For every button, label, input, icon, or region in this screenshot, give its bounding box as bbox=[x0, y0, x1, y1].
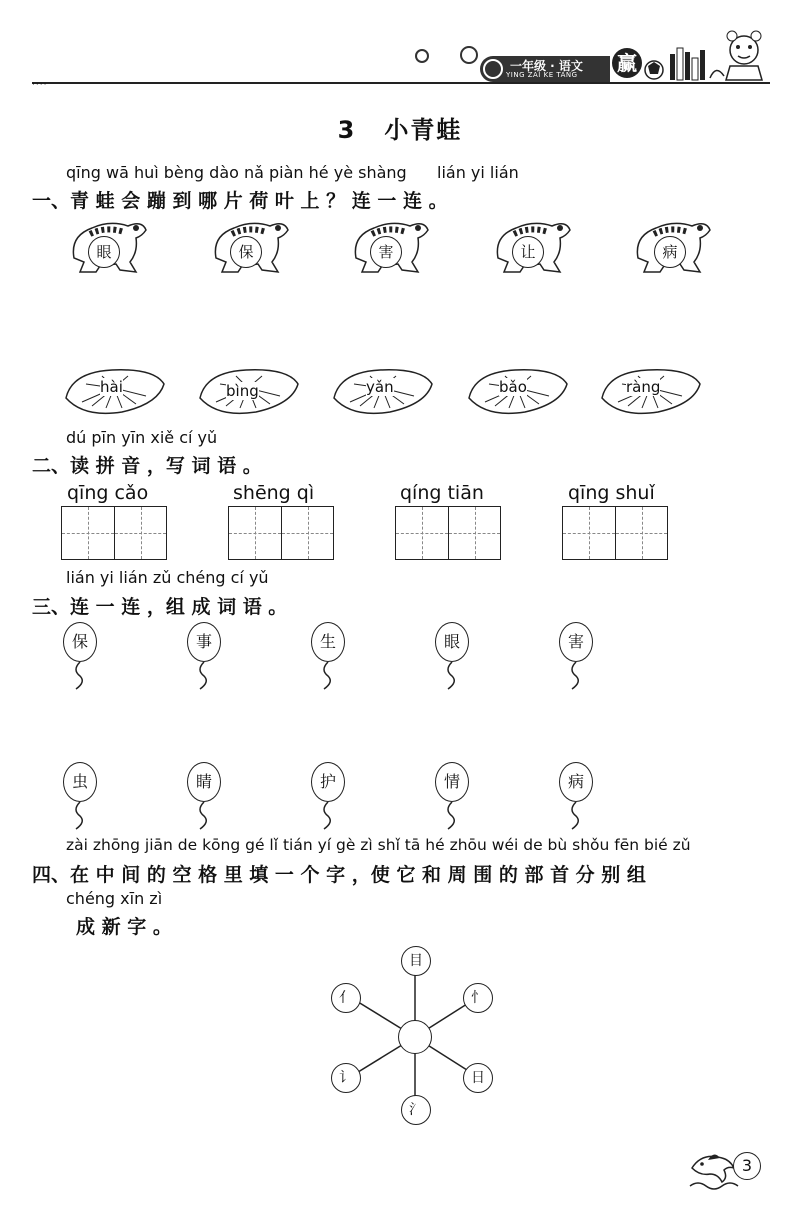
header-decor-circle bbox=[415, 49, 429, 63]
balloon-char: 眼 bbox=[435, 622, 469, 662]
writing-grid[interactable] bbox=[228, 506, 334, 560]
q3-pinyin: lián yi lián zǔ chéng cí yǔ bbox=[66, 568, 269, 587]
frog-char: 病 bbox=[654, 236, 686, 268]
writing-cell[interactable] bbox=[229, 507, 281, 559]
leaf-pinyin: yǎn bbox=[366, 378, 394, 396]
radical-lower-right: 日 bbox=[463, 1063, 493, 1093]
balloon-string bbox=[190, 662, 214, 690]
brand-pinyin: YING ZAI KE TANG bbox=[506, 71, 578, 79]
balloon-char: 护 bbox=[311, 762, 345, 802]
grade-subject: 一年级 · 语文 bbox=[510, 59, 583, 73]
radical-top: 目 bbox=[401, 946, 431, 976]
leaf-3 bbox=[330, 364, 436, 420]
balloon-char: 保 bbox=[63, 622, 97, 662]
frog-4 bbox=[494, 216, 574, 278]
banner-ring-icon bbox=[483, 59, 503, 79]
lesson-name: 小青蛙 bbox=[384, 116, 463, 144]
header-dots: ···· bbox=[32, 80, 48, 90]
balloon-string bbox=[314, 802, 338, 830]
q2-instruction: 二、读 拼 音 ，写 词 语 。 bbox=[32, 455, 262, 477]
q1-instruction: 一、青 蛙 会 蹦 到 哪 片 荷 叶 上 ？ 连 一 连 。 bbox=[32, 190, 448, 212]
balloon-string bbox=[562, 662, 586, 690]
frog-5 bbox=[634, 216, 714, 278]
leaf-pinyin: bìng bbox=[226, 382, 259, 400]
page-number: 3 bbox=[733, 1152, 761, 1180]
leaf-pinyin: ràng bbox=[626, 378, 661, 396]
q2-pinyin: dú pīn yīn xiě cí yǔ bbox=[66, 428, 218, 447]
balloon-char: 事 bbox=[187, 622, 221, 662]
q4-instruction: 四、在 中 间 的 空 格 里 填 一 个 字 ，使 它 和 周 围 的 部 首 分 别 组 bbox=[32, 864, 646, 886]
balloon-char: 睛 bbox=[187, 762, 221, 802]
frog-char: 让 bbox=[512, 236, 544, 268]
balloon-string bbox=[66, 662, 90, 690]
writing-grid[interactable] bbox=[395, 506, 501, 560]
frog-3 bbox=[352, 216, 432, 278]
balloon-string bbox=[190, 802, 214, 830]
writing-cell[interactable] bbox=[114, 507, 166, 559]
balloon-string bbox=[562, 802, 586, 830]
writing-cell[interactable] bbox=[281, 507, 333, 559]
center-blank[interactable] bbox=[398, 1020, 432, 1054]
radical-bottom: 氵 bbox=[401, 1095, 431, 1125]
balloon-char: 病 bbox=[559, 762, 593, 802]
writing-cell[interactable] bbox=[563, 507, 615, 559]
radical-upper-left: 亻 bbox=[331, 983, 361, 1013]
brand-logo: 赢 bbox=[612, 48, 642, 78]
leaf-5 bbox=[598, 364, 704, 420]
word-pinyin: shēng qì bbox=[233, 482, 315, 504]
writing-cell[interactable] bbox=[62, 507, 114, 559]
word-pinyin: qīng cǎo bbox=[67, 482, 149, 504]
leaf-1 bbox=[62, 364, 168, 420]
q4-pinyin: zài zhōng jiān de kōng gé lǐ tián yí gè zì shǐ tā hé zhōu wéi de bù shǒu fēn bié zǔ bbox=[66, 836, 691, 854]
word-pinyin: qíng tiān bbox=[400, 482, 484, 504]
lesson-number: 3 bbox=[337, 116, 357, 144]
leaf-2 bbox=[196, 364, 302, 420]
balloon-string bbox=[66, 802, 90, 830]
header-decor-circle bbox=[460, 46, 478, 64]
header-decoration-icon bbox=[642, 28, 772, 84]
balloon-string bbox=[438, 802, 462, 830]
writing-grid[interactable] bbox=[562, 506, 668, 560]
lesson-title bbox=[0, 110, 800, 145]
balloon-char: 虫 bbox=[63, 762, 97, 802]
leaf-pinyin: hài bbox=[100, 378, 123, 396]
writing-grid[interactable] bbox=[61, 506, 167, 560]
leaf-pinyin: bǎo bbox=[499, 378, 527, 396]
frog-2 bbox=[212, 216, 292, 278]
radical-lower-left: 讠 bbox=[331, 1063, 361, 1093]
frog-1 bbox=[70, 216, 150, 278]
balloon-char: 情 bbox=[435, 762, 469, 802]
writing-cell[interactable] bbox=[615, 507, 667, 559]
frog-char: 保 bbox=[230, 236, 262, 268]
word-pinyin: qīng shuǐ bbox=[568, 482, 655, 504]
frog-char: 眼 bbox=[88, 236, 120, 268]
q1-pinyin-2: lián yi lián bbox=[437, 163, 519, 182]
writing-cell[interactable] bbox=[448, 507, 500, 559]
radical-upper-right: 忄 bbox=[463, 983, 493, 1013]
writing-cell[interactable] bbox=[396, 507, 448, 559]
q4-pinyin-2: chéng xīn zì bbox=[66, 889, 163, 908]
q3-instruction: 三、连 一 连 ，组 成 词 语 。 bbox=[32, 596, 288, 618]
balloon-char: 生 bbox=[311, 622, 345, 662]
header-banner bbox=[480, 56, 610, 82]
q1-pinyin: qīng wā huì bèng dào nǎ piàn hé yè shàng bbox=[66, 163, 407, 182]
balloon-string bbox=[314, 662, 338, 690]
q4-instruction-2: 成 新 字 。 bbox=[76, 916, 172, 938]
frog-char: 害 bbox=[370, 236, 402, 268]
balloon-string bbox=[438, 662, 462, 690]
balloon-char: 害 bbox=[559, 622, 593, 662]
leaf-4 bbox=[465, 364, 571, 420]
